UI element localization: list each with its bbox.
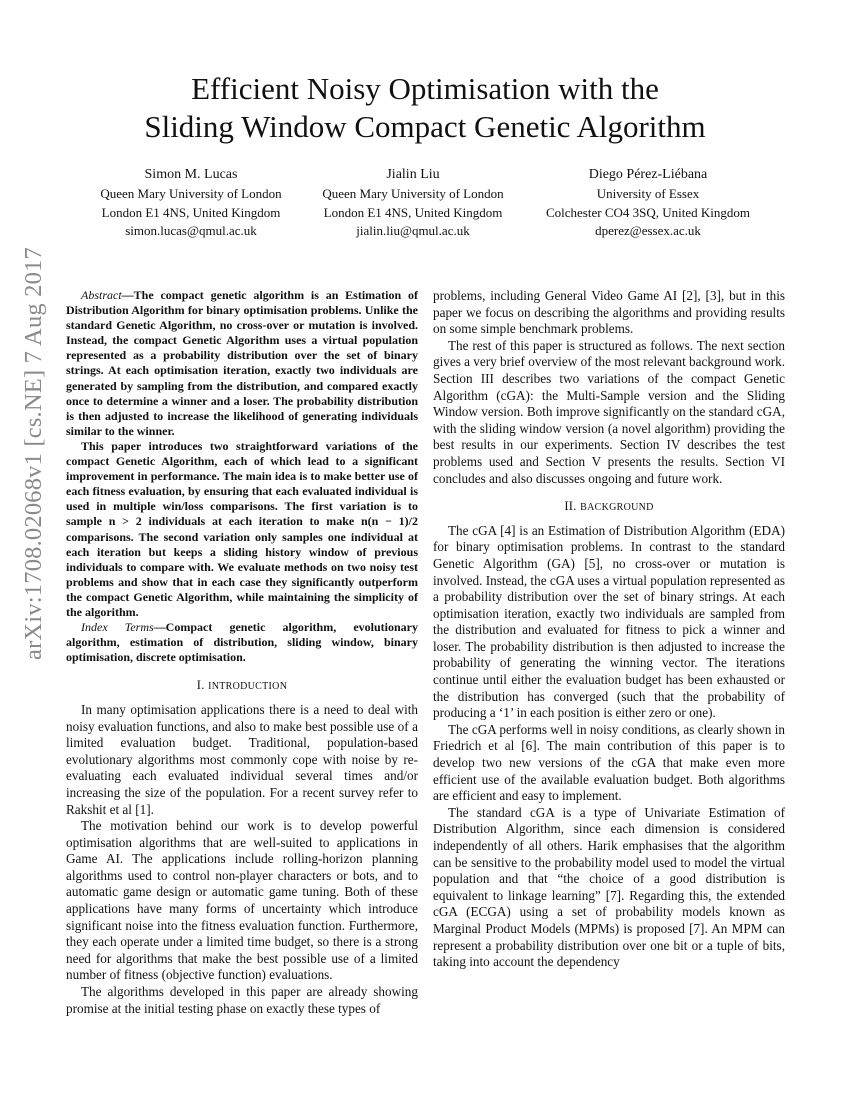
abstract-label: Abstract (81, 288, 122, 302)
index-terms-label: Index Terms (81, 620, 154, 635)
author-address: London E1 4NS, United Kingdom (323, 204, 503, 220)
background-paragraph-2: The cGA performs well in noisy conditions, as clearly shown in Friedrich et al [6]. The main contribution of this paper is to develop two new versions of the cGA that make even more efficient use of the available evaluation budget. Both algorithms are efficient and easy to implement. (433, 721, 785, 804)
author-3 (528, 165, 768, 241)
author-affiliation: University of Essex (596, 186, 700, 201)
author-affiliation: Queen Mary University of London (322, 186, 504, 201)
background-paragraph-3: The standard cGA is a type of Univariate Estimation of Distribution Algorithm, since each dimension is considered independently of all others. Harik emphasises that the algorithm can be sensitive to the probability model used to model the virtual population and that “the choice of a good distribution is equivalent to linkage learning” [7]. Regarding this, the extended cGA (ECGA) using a set of probability models known as Marginal Product Models (MPMs) is proposed [7]. An MPM can represent a probability distribution over one bit or a tuple of bits, taking into account the dependency (433, 804, 785, 970)
index-terms: Index Terms—Compact genetic algorithm, evolutionary algorithm, estimation of distribution, sliding window, binary optimisation, discrete optimisation. (66, 620, 418, 665)
background-paragraph-1: The cGA [4] is an Estimation of Distribution Algorithm (EDA) for binary optimisation problems. In contrast to the standard Genetic Algorithm (GA) [5], no cross-over or mutation is involved. Instead, the cGA uses a virtual population represented as a probability distribution over the set of binary strings. At each optimisation iteration, exactly two individuals are sampled from the distribution and evaluated for fitness to pick a winner and loser. The probability distribution is then adjusted to increase the probability of generating the winning vector. The iterations continue until either the evaluation budget has been exhausted or the distribution has converged (such that the probability of producing a ‘1’ in each position is either zero or one). (433, 522, 785, 721)
author-email[interactable]: jialin.liu@qmul.ac.uk (356, 223, 470, 238)
author-name: Diego Pérez-Liébana (588, 167, 708, 182)
author-name: Simon M. Lucas (144, 167, 238, 182)
author-email[interactable]: simon.lucas@qmul.ac.uk (125, 223, 257, 238)
right-paragraph-1: problems, including General Video Game AI [2], [3], but in this paper we focus on describing the algorithms and providing results on some simple benchmark problems. (433, 288, 785, 337)
section-heading-introduction: I. INTRODUCTION (196, 678, 288, 693)
left-column (66, 288, 418, 1017)
author-name: Jialin Liu (386, 167, 440, 182)
section-heading-background: II. BACKGROUND (564, 499, 654, 514)
intro-paragraph-1: In many optimisation applications there is a need to deal with noisy evaluation functions, and also to make best possible use of a limited evaluation budget. Traditional, population-based evolutionary algorithms most commonly cope with noise by re-evaluating each evaluated individual several times and/or increasing the size of the population. For a recent survey refer to Rakshit et al [1]. (66, 701, 418, 817)
arxiv-stamp: arXiv:1708.02068v1 [cs.NE] 7 Aug 2017 (20, 247, 47, 660)
author-address: Colchester CO4 3SQ, United Kingdom (545, 204, 750, 220)
paper-title (0, 70, 850, 146)
abstract-paragraph-2: This paper introduces two straightforward variations of the compact Genetic Algorithm, each of which lead to a significant improvement in performance. The main idea is to make better use of each fitness evaluation, by ensuring that each evaluated individual is used in multiple win/loss comparisons. The first variation is to sample n > 2 individuals at each iteration to make n(n − 1)/2 comparisons. The second variation only samples one individual at each iteration but keeps a sliding history window of previous individuals to compare with. We evaluate methods on two noisy test problems and show that in each case they significantly outperform the compact Genetic Algorithm, while maintaining the simplicity of the algorithm. (66, 438, 418, 619)
intro-paragraph-2: The motivation behind our work is to develop powerful optimisation algorithms that are well-suited to applications in Game AI. The applications include rolling-horizon planning algorithms used to control non-player characters or bots, and to automatic game design or automatic game tuning. Both of these applications have many forms of uncertainty which introduce significant noise into the fitness evaluation function. Furthermore, they each operate under a limited time budget, so there is a strong need for algorithms that make the best possible use of a limited number of fitness (objective function) evaluations. (66, 818, 418, 983)
title-line-1: Efficient Noisy Optimisation with the (191, 71, 659, 106)
intro-paragraph-3: The algorithms developed in this paper are already showing promise at the initial testing phase on exactly these types of (66, 984, 418, 1016)
right-column (433, 288, 785, 971)
abstract-paragraph-1: Abstract—The compact genetic algorithm is an Estimation of Distribution Algorithm for binary optimisation problems. Unlike the standard Genetic Algorithm, no cross-over or mutation is involved. Instead, the compact Genetic Algorithm uses a virtual population represented as a probability distribution over the set of binary strings. At each optimisation iteration, exactly two individuals are generated by sampling from the distribution, and compared exactly once to determine a winner and a loser. The probability distribution is then adjusted to increase the likelihood of generating individuals similar to the winner. (66, 288, 418, 438)
author-email[interactable]: dperez@essex.ac.uk (595, 223, 701, 238)
author-affiliation: Queen Mary University of London (100, 186, 282, 201)
author-address: London E1 4NS, United Kingdom (101, 204, 281, 220)
title-line-2: Sliding Window Compact Genetic Algorithm (144, 109, 706, 144)
author-1 (86, 165, 296, 241)
right-paragraph-2: The rest of this paper is structured as follows. The next section gives a very brief overview of the most relevant background work. Section III describes two variations of the compact Genetic Algorithm (cGA): the Multi-Sample version and the Sliding Window version. Both improve significantly on the standard cGA, with the sliding window version (a novel algorithm) providing the best results in our experiments. Section IV describes the test problems used and Section V presents the results. Section VI concludes and also discusses ongoing and future work. (433, 337, 785, 486)
author-2 (306, 165, 520, 241)
